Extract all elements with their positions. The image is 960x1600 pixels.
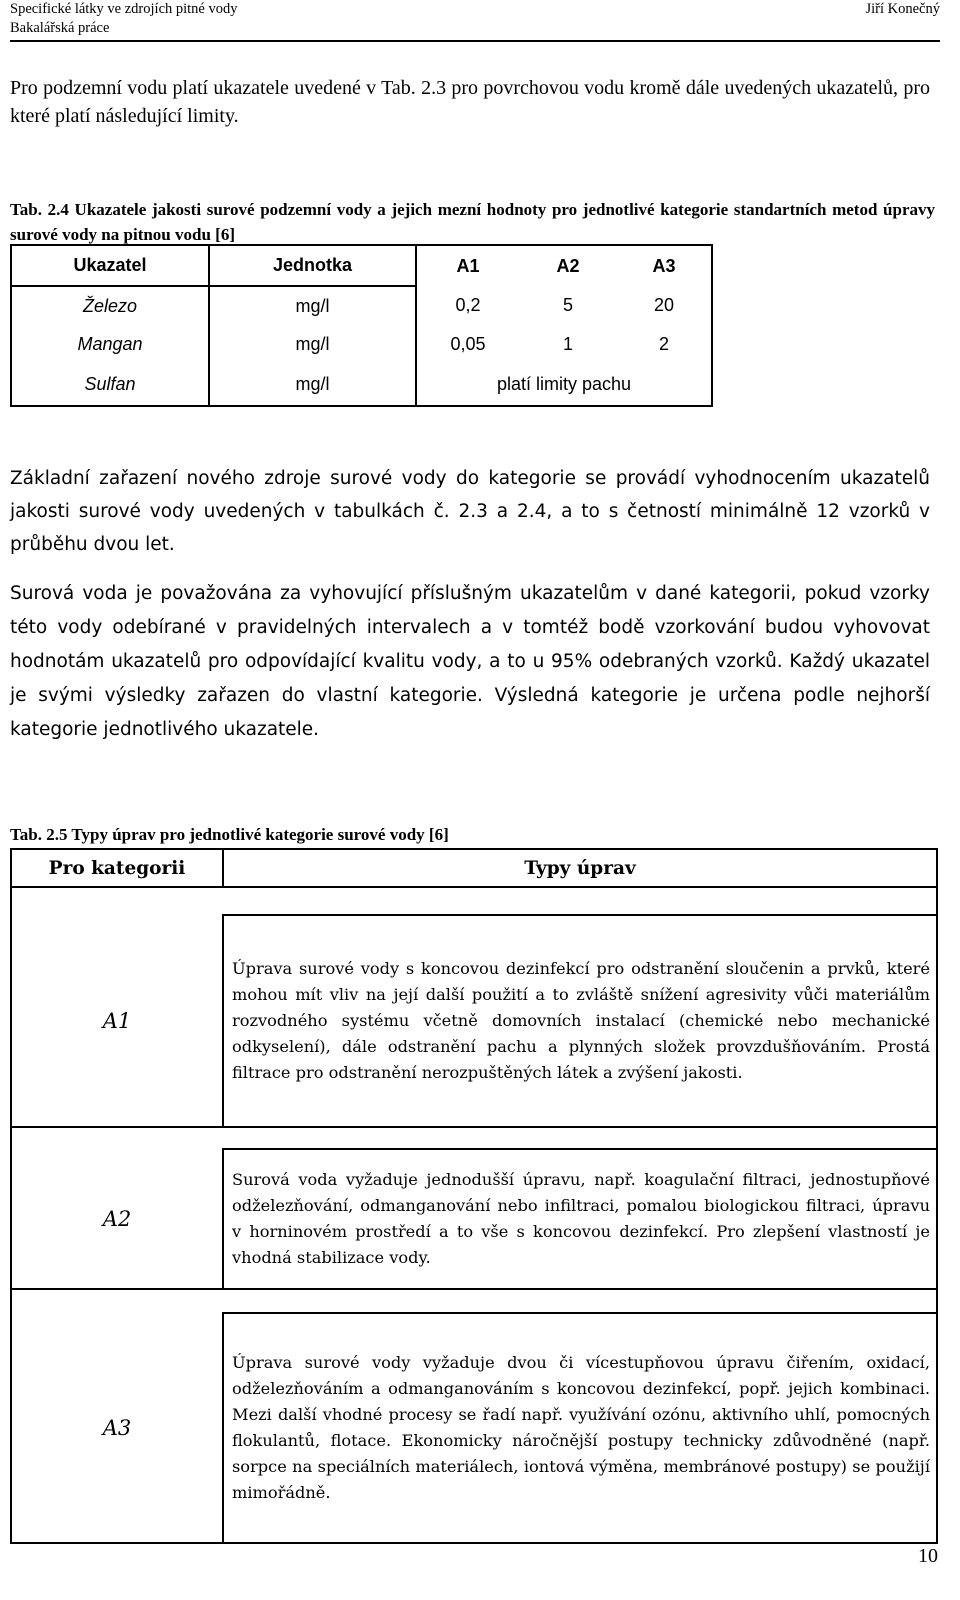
row-description: Úprava surové vody vyžaduje dvou či vícestupňovou úpravu čiřením, oxidací, odželezňováním a odmanganováním s koncovou dezinfekcí, popř. jejich kombinaci. Mezi další vhodné procesy se řadí např. využívání ozónu, aktivního uhlí, pomocných flokulantů, flotace. Ekonomicky náročnější postupy technicky zdůvodněné (např. sorpce na speciálních materiálech, iontová výměna, membránové postupy) se použijí mimořádně. <box>223 1313 937 1543</box>
intro-paragraph: Pro podzemní vodu platí ukazatele uvedené v Tab. 2.3 pro povrchovou vodu kromě dále uvedených ukazatelů, pro které platí následující limity. <box>10 77 930 127</box>
paragraph-compliance: Surová voda je považována za vyhovující příslušným ukazatelům v dané kategorii, pokud vzorky této vody odebírané v pravidelných intervalech a v tomtéž bodě vzorkování budou vyhovovat hodnotám ukazatelů pro odpovídající kvalitu vody, a to u 95% odebraných vzorků. Každý ukazatel je svými výsledky zařazen do vlastní kategorie. Výsledná kategorie je určena podle nejhorší kategorie jednotlivého ukazatele. <box>10 583 930 740</box>
table1-caption: Tab. 2.4 Ukazatele jakosti surové podzemní vody a jejich mezní hodnoty pro jednotlivé kategorie standartních metod úpravy surové vody na pitnou vodu [6] <box>10 200 935 244</box>
col-header-a3: A3 <box>617 245 712 286</box>
row-unit: mg/l <box>209 363 416 406</box>
table2-caption: Tab. 2.5 Typy úprav pro jednotlivé kategorie surové vody [6] <box>10 825 449 844</box>
row-category: A3 <box>11 1313 223 1543</box>
col-header-category: Pro kategorii <box>11 849 223 887</box>
row-category: A1 <box>11 915 223 1127</box>
col-header-a1: A1 <box>416 245 519 286</box>
row-category: A2 <box>11 1149 223 1289</box>
row-name: Sulfan <box>11 363 209 406</box>
table-treatment-types <box>10 848 938 1544</box>
row-name: Železo <box>11 286 209 325</box>
row-a3: 2 <box>617 325 712 363</box>
row-a2: 5 <box>562 295 573 315</box>
spacer <box>11 1127 937 1149</box>
page-number: 10 <box>918 1545 938 1567</box>
header-left <box>10 0 238 38</box>
table-row <box>11 1149 937 1289</box>
spacer <box>11 887 937 915</box>
row-a3: 20 <box>617 286 712 325</box>
table-row <box>11 1313 937 1543</box>
spacer <box>11 1289 937 1313</box>
row-merged-value: platí limity pachu <box>416 363 712 406</box>
paragraph-classification: Základní zařazení nového zdroje surové vody do kategorie se provádí vyhodnocením ukazatelů jakosti surové vody uvedených v tabulkách č. 2.3 a 2.4, a to s četností minimálně 12 vzorků v průběhu dvou let. <box>10 468 930 555</box>
col-header-unit: Jednotka <box>209 245 416 286</box>
table-row <box>11 915 937 1127</box>
table-row <box>11 363 712 406</box>
col-header-a2: A2 <box>519 245 617 286</box>
row-a2: 1 <box>562 333 573 354</box>
row-a1: 0,05 <box>416 325 519 363</box>
table-row <box>11 325 712 363</box>
col-header-treatment: Typy úprav <box>223 849 937 887</box>
row-unit: mg/l <box>209 325 416 363</box>
row-a1: 0,2 <box>416 286 519 325</box>
header-title: Specifické látky ve zdrojích pitné vody <box>10 1 238 17</box>
table-limits <box>10 244 713 407</box>
table-header-row <box>11 245 712 286</box>
col-header-indicator: Ukazatel <box>11 245 209 286</box>
row-description: Úprava surové vody s koncovou dezinfekcí pro odstranění sloučenin a prvků, které mohou mít vliv na její další použití a to zvláště snížení agresivity vůči materiálům rozvodného systému včetně domovních instalací (chemické nebo mechanické odkyselení), dále odstranění pachu a plynných složek provzdušňováním. Prostá filtrace pro odstranění nerozpuštěných látek a zvýšení jakosti. <box>223 915 937 1127</box>
table-header-row <box>11 849 937 887</box>
table-row <box>11 286 712 325</box>
header-subtitle: Bakalářská práce <box>10 20 110 36</box>
header-author: Jiří Konečný <box>865 1 940 17</box>
row-name: Mangan <box>11 325 209 363</box>
row-description: Surová voda vyžaduje jednodušší úpravu, např. koagulační filtraci, jednostupňové odželezňování, odmanganování nebo infiltraci, pomalou biologickou filtraci, úpravu v horninovém prostředí a to vše s koncovou dezinfekcí. Pro zlepšení vlastností je vhodná stabilizace vody. <box>223 1149 937 1289</box>
page-header <box>10 0 940 42</box>
row-unit: mg/l <box>209 286 416 325</box>
